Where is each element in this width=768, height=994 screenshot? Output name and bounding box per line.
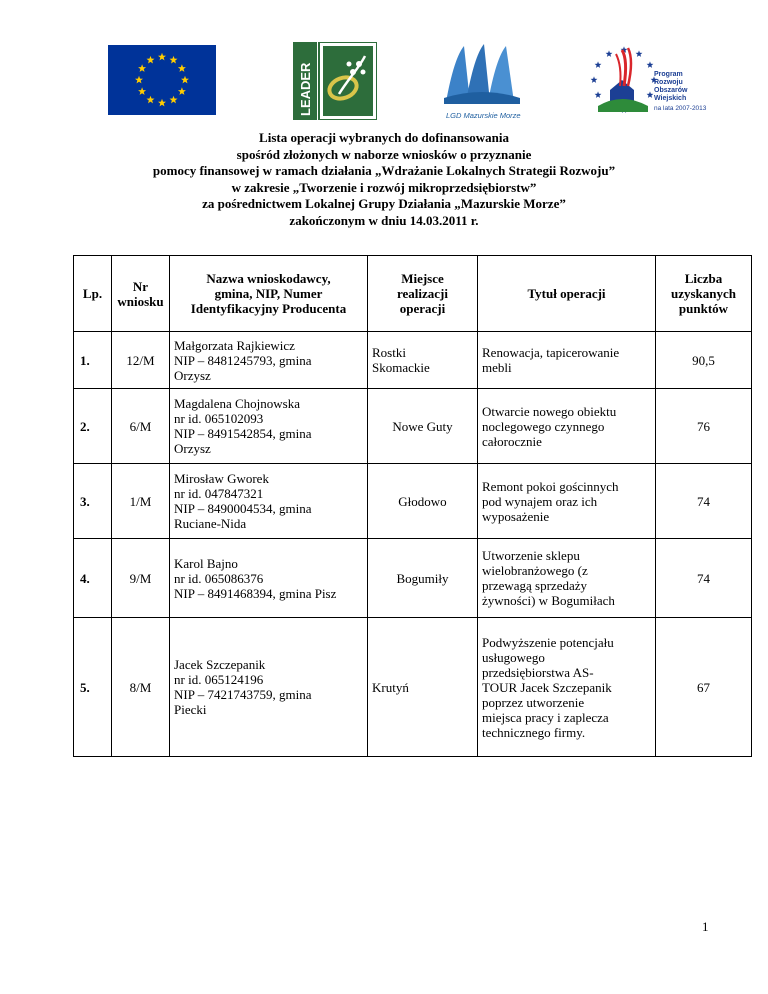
- eu-star-icon: [147, 56, 155, 64]
- lgd-mazurskie-morze-logo-icon: [440, 40, 524, 122]
- cell-punkty: 90,5: [656, 332, 752, 389]
- header-nazwa: Nazwa wnioskodawcy, gmina, NIP, Numer Identyfikacyjny Producenta: [170, 256, 368, 332]
- prow-star-icon: [647, 91, 654, 98]
- cell-lp: 4.: [74, 539, 112, 618]
- cell-nazwa: Magdalena Chojnowska nr id. 065102093 NIP – 8491542854, gmina Orzysz: [170, 389, 368, 464]
- header-punkty: Liczba uzyskanych punktów: [656, 256, 752, 332]
- header-miejsce: Miejsce realizacji operacji: [368, 256, 478, 332]
- svg-text:Program: Program: [654, 71, 683, 78]
- cell-nr: 1/M: [112, 464, 170, 539]
- document-title: [40, 130, 728, 229]
- eu-star-icon: [138, 64, 146, 72]
- eu-star-icon: [178, 64, 186, 72]
- cell-punkty: 74: [656, 464, 752, 539]
- eu-stars: [108, 45, 216, 115]
- cell-miejsce: Nowe Guty: [368, 389, 478, 464]
- table-header-row: [74, 256, 752, 332]
- cell-miejsce: Krutyń: [368, 618, 478, 757]
- cell-nr: 9/M: [112, 539, 170, 618]
- eu-star-icon: [147, 96, 155, 104]
- page-number: 1: [702, 919, 709, 934]
- cell-lp: 5.: [74, 618, 112, 757]
- eu-star-icon: [158, 99, 166, 107]
- cell-nazwa: Jacek Szczepanik nr id. 065124196 NIP – 7421743759, gmina Piecki: [170, 618, 368, 757]
- cell-tytul: Otwarcie nowego obiektu noclegowego czynnego całorocznie: [478, 389, 656, 464]
- prow-star-icon: [636, 50, 643, 57]
- cell-tytul: Renowacja, tapicerowanie mebli: [478, 332, 656, 389]
- cell-nr: 8/M: [112, 618, 170, 757]
- cell-miejsce: Bogumiły: [368, 539, 478, 618]
- eu-star-icon: [178, 87, 186, 95]
- prow-star-icon: [595, 61, 602, 68]
- header-lp: Lp.: [74, 256, 112, 332]
- cell-lp: 2.: [74, 389, 112, 464]
- svg-text:na lata 2007-2013: na lata 2007-2013: [654, 105, 707, 112]
- cell-punkty: 76: [656, 389, 752, 464]
- title-line: spośród złożonych w naborze wniosków o przyznanie: [236, 146, 532, 162]
- prow-star-icon: [647, 61, 654, 68]
- svg-text:Wiejskich: Wiejskich: [654, 95, 687, 102]
- cell-nr: 12/M: [112, 332, 170, 389]
- eu-flag-icon: [108, 45, 216, 115]
- title-line: w zakresie „Tworzenie i rozwój mikroprzedsiębiorstw”: [231, 179, 537, 195]
- svg-text:Rozwoju: Rozwoju: [654, 79, 683, 86]
- eu-star-icon: [181, 76, 189, 84]
- eu-star-icon: [170, 96, 178, 104]
- cell-tytul: Podwyższenie potencjału usługowego przedsiębiorstwa AS- TOUR Jacek Szczepanik poprzez utworzenie miejsca pracy i zaplecza technicznego firmy.: [478, 618, 656, 757]
- eu-star-icon: [158, 53, 166, 61]
- eu-star-icon: [170, 56, 178, 64]
- table-row: [74, 464, 752, 539]
- leader-logo-icon: [293, 42, 377, 120]
- cell-tytul: Utworzenie sklepu wielobranżowego (z przewagą sprzedaży żywności) w Bogumiłach: [478, 539, 656, 618]
- prow-star-icon: [606, 50, 613, 57]
- title-line: zakończonym w dniu 14.03.2011 r.: [289, 212, 479, 228]
- eu-star-icon: [138, 87, 146, 95]
- cell-lp: 3.: [74, 464, 112, 539]
- cell-miejsce: Rostki Skomackie: [368, 332, 478, 389]
- cell-nazwa: Karol Bajno nr id. 065086376 NIP – 8491468394, gmina Pisz: [170, 539, 368, 618]
- header-nr: Nr wniosku: [112, 256, 170, 332]
- cell-tytul: Remont pokoi gościnnych pod wynajem oraz ich wyposażenie: [478, 464, 656, 539]
- svg-text:LGD Mazurskie Morze: LGD Mazurskie Morze: [446, 111, 521, 120]
- cell-miejsce: Głodowo: [368, 464, 478, 539]
- table-row: [74, 539, 752, 618]
- cell-nr: 6/M: [112, 389, 170, 464]
- svg-text:LEADER: LEADER: [298, 62, 313, 116]
- table-row: [74, 618, 752, 757]
- cell-punkty: 67: [656, 618, 752, 757]
- table-row: [74, 389, 752, 464]
- prow-star-icon: [595, 91, 602, 98]
- table-row: [74, 332, 752, 389]
- title-line: za pośrednictwem Lokalnej Grupy Działania „Mazurskie Morze”: [202, 196, 566, 211]
- cell-nazwa: Mirosław Gworek nr id. 047847321 NIP – 8490004534, gmina Ruciane-Nida: [170, 464, 368, 539]
- header-tytul: Tytuł operacji: [478, 256, 656, 332]
- cell-nazwa: Małgorzata Rajkiewicz NIP – 8481245793, gmina Orzysz: [170, 332, 368, 389]
- operations-table: [73, 255, 752, 757]
- prow-logo-icon: [588, 40, 718, 122]
- title-line: pomocy finansowej w ramach działania „Wdrażanie Lokalnych Strategii Rozwoju”: [152, 163, 616, 178]
- svg-text:Obszarów: Obszarów: [654, 87, 688, 94]
- cell-punkty: 74: [656, 539, 752, 618]
- cell-lp: 1.: [74, 332, 112, 389]
- prow-star-icon: [591, 76, 598, 83]
- title-line: Lista operacji wybranych do dofinansowania: [259, 130, 509, 145]
- eu-star-icon: [135, 76, 143, 84]
